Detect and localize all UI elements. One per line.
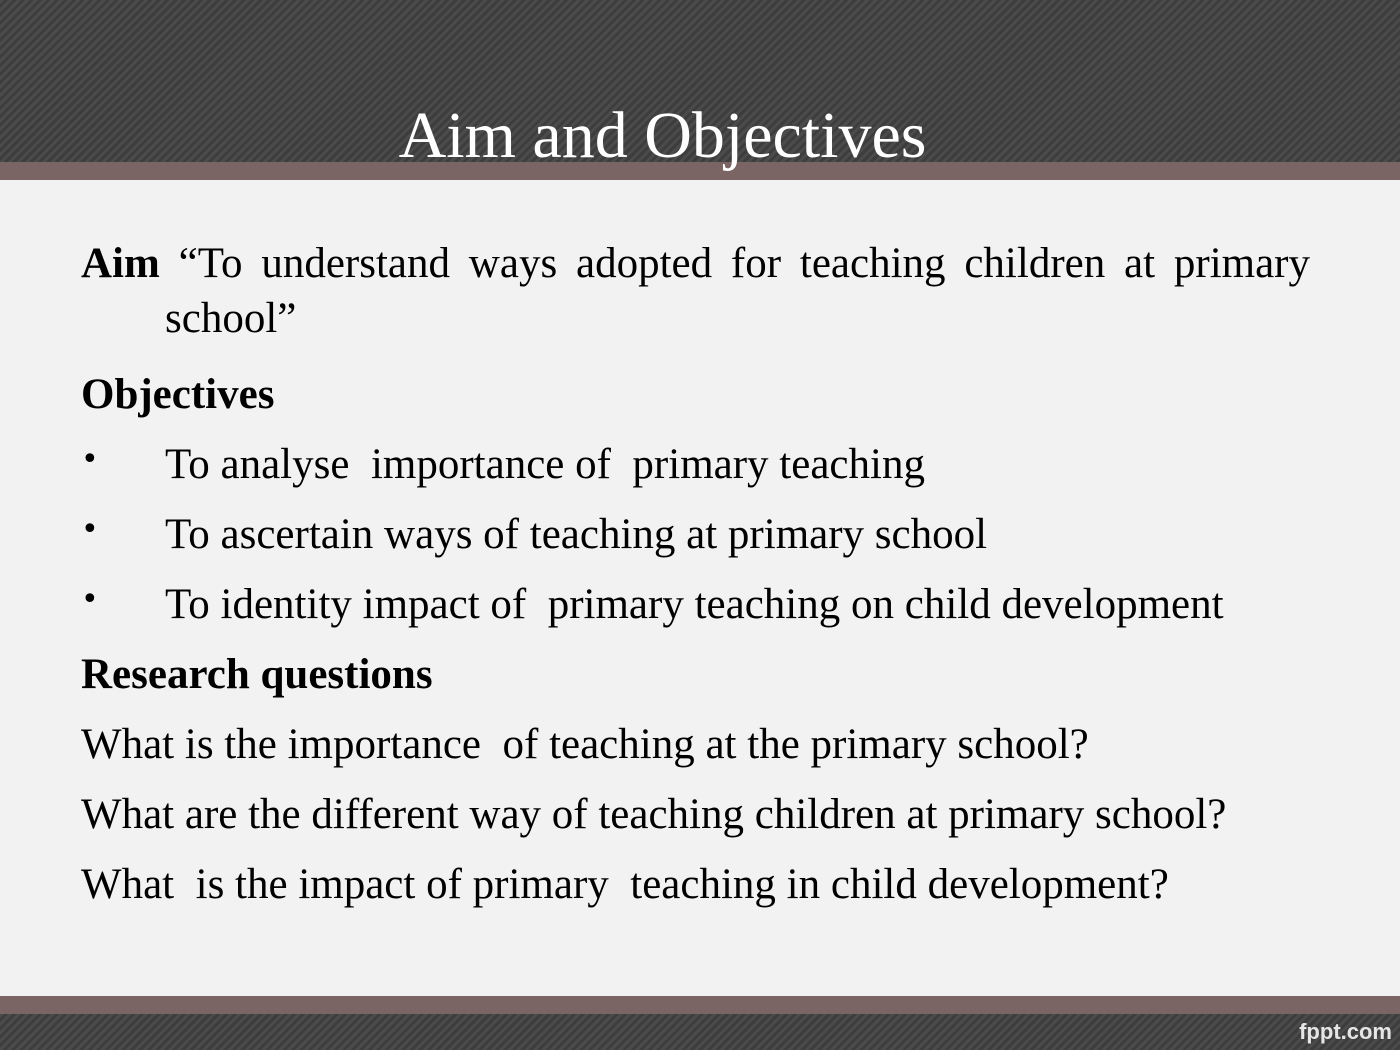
aim-text: “To understand ways adopted for teaching children at primary school” [165, 240, 1311, 342]
research-questions-heading: Research questions [81, 651, 433, 698]
bullet-icon: • [81, 512, 99, 547]
objective-text: To ascertain ways of teaching at primary school [165, 511, 988, 558]
objective-item [81, 570, 1310, 640]
slide-title: Aim and Objectives [398, 99, 927, 172]
objective-text: To analyse importance of primary teaching [165, 441, 925, 488]
research-question: What are the different way of teaching children at primary school? [81, 791, 1227, 838]
footer-accent-stripe [0, 996, 1400, 1014]
bullet-icon: • [81, 442, 99, 477]
objective-item [81, 500, 1310, 570]
slide-body [81, 236, 1310, 920]
footer-band [0, 1014, 1400, 1050]
brand-logo: fppt.com [1299, 1019, 1392, 1044]
research-question: What is the impact of primary teaching in child development? [81, 861, 1169, 908]
bullet-icon: • [81, 582, 99, 617]
aim-paragraph [81, 236, 1310, 346]
objectives-list [81, 430, 1310, 640]
objective-text: To identity impact of primary teaching on child development [165, 581, 1224, 628]
research-question: What is the importance of teaching at the primary school? [81, 721, 1089, 768]
objectives-heading: Objectives [81, 371, 275, 418]
objective-item [81, 430, 1310, 500]
aim-label: Aim [81, 240, 160, 287]
